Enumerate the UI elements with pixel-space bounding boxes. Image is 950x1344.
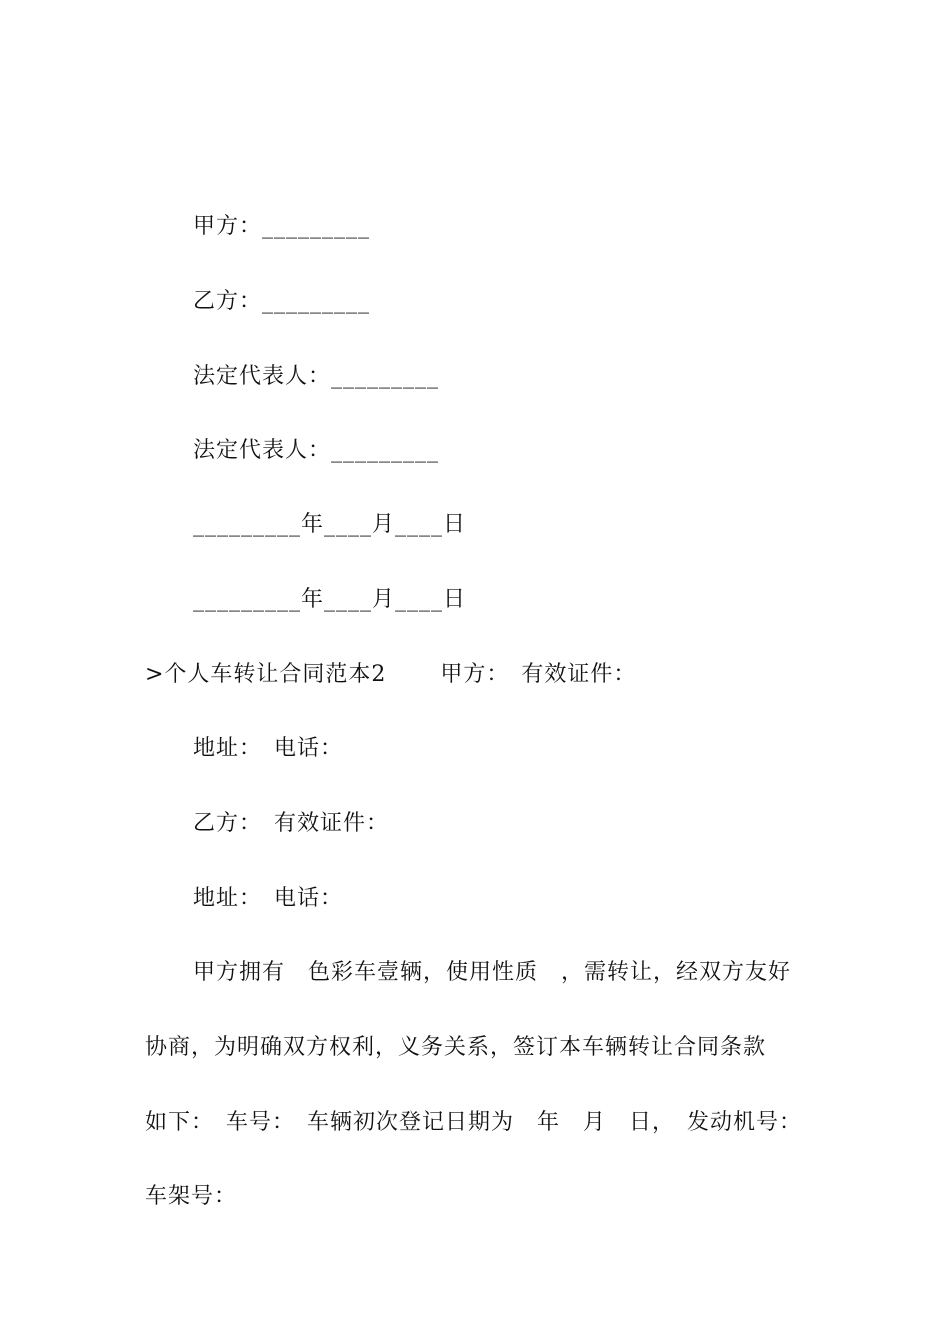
date-line-a: _________年____月____日 bbox=[193, 512, 467, 537]
party-b-address-line: 地址： 电话： bbox=[193, 886, 344, 911]
body-paragraph-line-3: 如下： 车号： 车辆初次登记日期为 年 月 日， 发动机号： bbox=[145, 1110, 803, 1135]
date-line-b: _________年____月____日 bbox=[193, 587, 467, 612]
legal-representative-b-line: 法定代表人：_________ bbox=[193, 438, 440, 463]
party-a-line: 甲方：_________ bbox=[193, 214, 371, 239]
body-paragraph-line-2: 协商，为明确双方权利，义务关系，签订本车辆转让合同条款 bbox=[145, 1035, 767, 1060]
contract-title-line: >个人车转让合同范本2 甲方： 有效证件： bbox=[145, 662, 637, 687]
body-paragraph-line-4: 车架号： bbox=[145, 1184, 238, 1209]
party-b-line: 乙方：_________ bbox=[193, 289, 371, 314]
body-paragraph-line-1: 甲方拥有 色彩车壹辆，使用性质 ，需转让，经双方友好 bbox=[193, 960, 792, 985]
legal-representative-a-line: 法定代表人：_________ bbox=[193, 364, 440, 389]
party-b-id-line: 乙方： 有效证件： bbox=[193, 811, 390, 836]
party-a-address-line: 地址： 电话： bbox=[193, 736, 344, 761]
